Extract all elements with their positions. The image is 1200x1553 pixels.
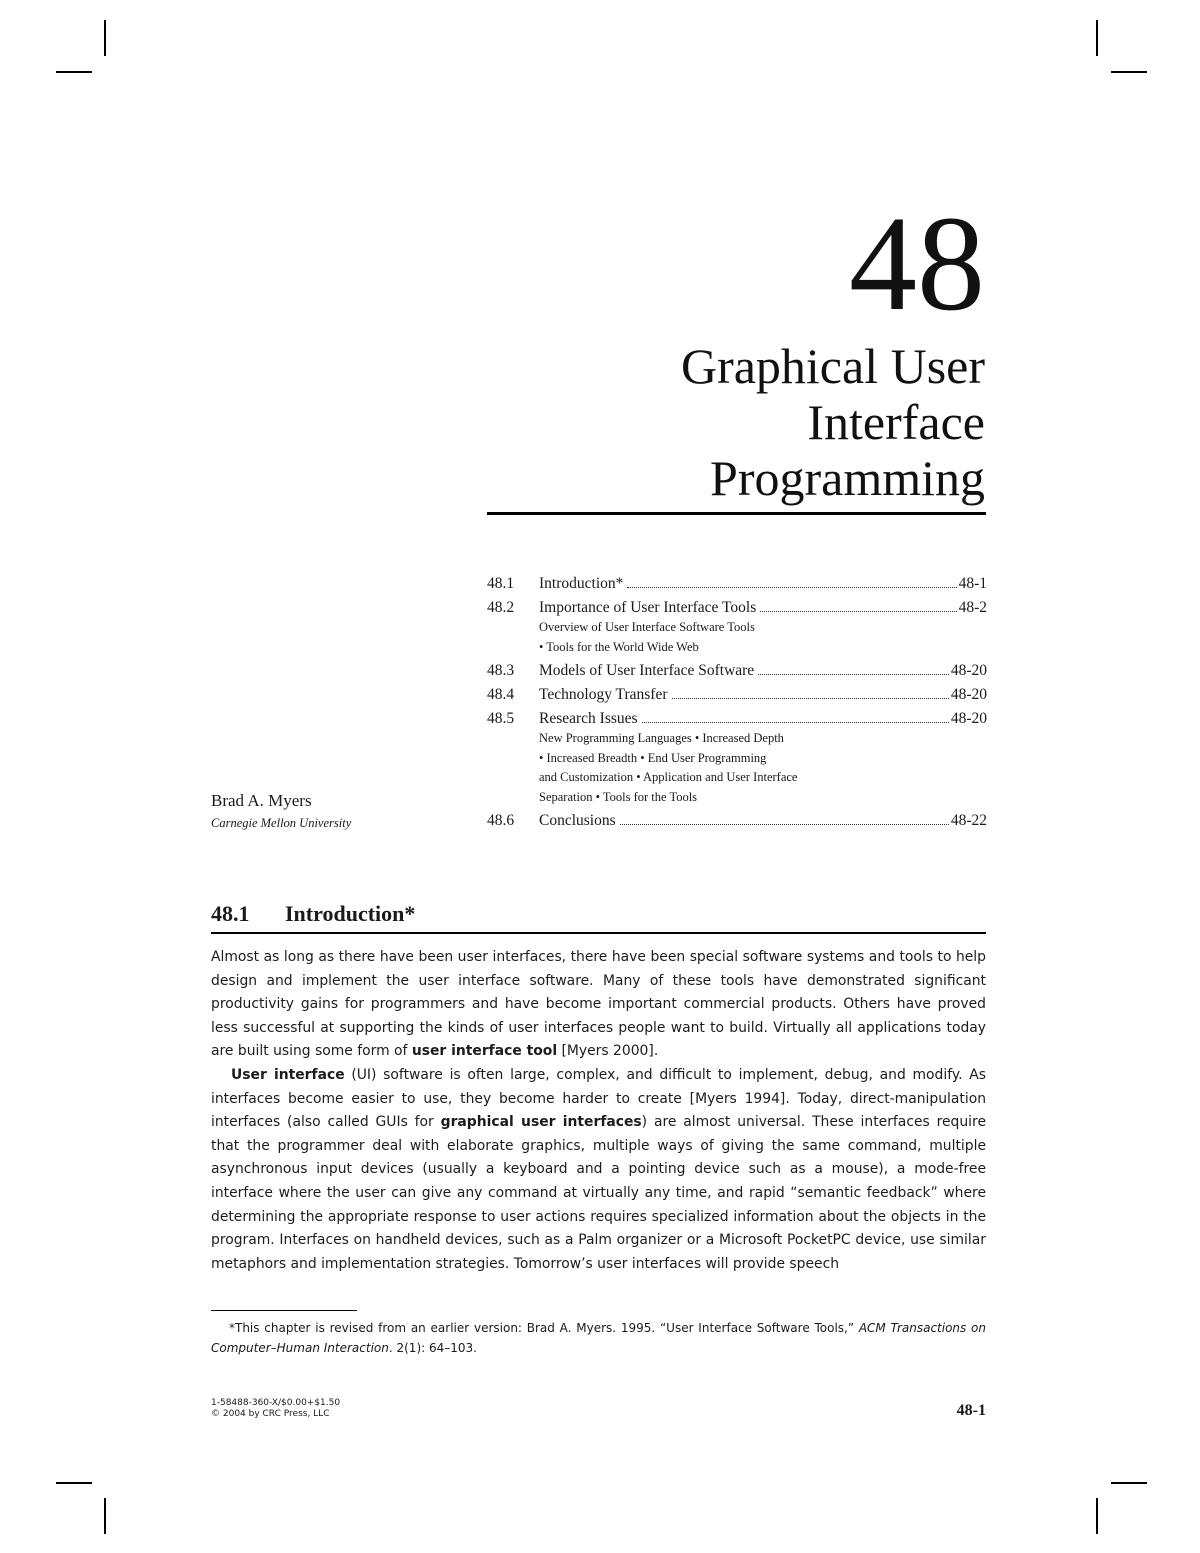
copyright: © 2004 by CRC Press, LLC — [211, 1409, 330, 1419]
table-of-contents — [487, 574, 987, 835]
author-affiliation: Carnegie Mellon University — [211, 816, 352, 830]
chapter-title — [465, 338, 985, 506]
toc-leader — [627, 587, 956, 588]
toc-page: 48-20 — [950, 710, 987, 727]
toc-leader — [758, 674, 949, 675]
toc-title: Importance of User Interface Tools — [539, 599, 757, 616]
toc-entry[interactable] — [487, 685, 987, 705]
toc-entry[interactable] — [487, 811, 987, 831]
key-term: User interface — [231, 1066, 345, 1083]
chapter-title-line: Interface — [807, 394, 985, 450]
toc-number: 48.5 — [487, 710, 515, 727]
toc-leader — [672, 698, 949, 699]
toc-subtopic: Overview of User Interface Software Tools — [539, 620, 755, 634]
toc-number: 48.4 — [487, 686, 515, 703]
author-name: Brad A. Myers — [211, 791, 312, 810]
toc-entry[interactable] — [487, 574, 987, 594]
toc-subtopics — [539, 618, 987, 657]
toc-title: Technology Transfer — [539, 686, 668, 703]
toc-number: 48.2 — [487, 599, 515, 616]
key-term: graphical user interfaces — [440, 1114, 642, 1131]
toc-subtopic: Separation • Tools for the Tools — [539, 789, 698, 804]
toc-title: Introduction* — [539, 575, 624, 592]
toc-leader — [620, 824, 949, 825]
toc-page: 48-20 — [950, 686, 987, 703]
paragraph: Almost as long as there have been user interfaces, there have been special software systems and tools to help design and implement the user interface software. Many of these tools have demonstrated significant productivity gains for programmers and have become important commercial products. Others have proved less successful at supporting the kinds of user interfaces people want to build. Virtually all applications today are built using some form of user interface tool [Myers 2000]. — [211, 949, 986, 1060]
toc-subtopic: New Programming Languages • Increased Depth — [539, 731, 784, 745]
page-number: 48-1 — [956, 1402, 986, 1419]
toc-entry[interactable] — [487, 709, 987, 807]
toc-subtopic: • Tools for the World Wide Web — [539, 639, 699, 654]
isbn: 1-58488-360-X/$0.00+$1.50 — [211, 1398, 341, 1408]
footer-copyright — [211, 1398, 340, 1420]
crop-mark — [1111, 1482, 1147, 1484]
toc-subtopic: • Increased Breadth • End User Programming — [539, 750, 767, 765]
title-rule — [487, 512, 986, 515]
toc-page: 48-22 — [950, 812, 987, 829]
section-title: Introduction* — [285, 901, 416, 926]
crop-mark — [56, 71, 92, 73]
toc-entry[interactable] — [487, 661, 987, 681]
section-heading — [211, 900, 986, 928]
paragraph: User interface (UI) software is often large, complex, and difficult to implement, debug, and modify. As interfaces become easier to use, they become harder to create [Myers 1994]. Today, direct-manipulation interfaces (also called GUIs for graphical user interfaces) are almost universal. These interfaces require that the programmer deal with elaborate graphics, multiple ways of giving the same command, multiple asynchronous input devices (usually a keyboard and a pointing device such as a mouse), a mode-free interface where the user can give any command at virtually any time, and rapid “semantic feedback” where determining the appropriate response to user actions requires specialized information about the objects in the program. Interfaces on handheld devices, such as a Palm organizer or a Microsoft PocketPC device, use similar metaphors and implementation strategies. Tomorrow’s user interfaces will provide speech — [211, 1066, 986, 1272]
toc-title: Research Issues — [539, 710, 638, 727]
toc-number: 48.3 — [487, 662, 515, 679]
author-block — [211, 790, 351, 831]
toc-subtopic: and Customization • Application and User Interface — [539, 770, 798, 784]
toc-leader — [642, 722, 949, 723]
section-rule — [211, 932, 986, 934]
crop-mark — [1096, 20, 1098, 56]
toc-number: 48.6 — [487, 812, 515, 829]
chapter-number: 48 — [849, 189, 985, 339]
toc-leader — [760, 611, 956, 612]
crop-mark — [1096, 1498, 1098, 1534]
chapter-title-line: Programming — [710, 450, 985, 506]
toc-page: 48-1 — [958, 575, 987, 592]
crop-mark — [104, 20, 106, 56]
toc-number: 48.1 — [487, 575, 515, 592]
toc-entry[interactable] — [487, 598, 987, 657]
crop-mark — [56, 1482, 92, 1484]
toc-subtopics — [539, 729, 987, 807]
chapter-title-line: Graphical User — [680, 338, 985, 394]
body-text — [211, 946, 986, 1276]
toc-title: Models of User Interface Software — [539, 662, 755, 679]
crop-mark — [104, 1498, 106, 1534]
section-number: 48.1 — [211, 901, 250, 926]
toc-page: 48-20 — [950, 662, 987, 679]
toc-title: Conclusions — [539, 812, 616, 829]
crop-mark — [1111, 71, 1147, 73]
footnote-rule — [211, 1310, 357, 1311]
footnote: *This chapter is revised from an earlier version: Brad A. Myers. 1995. “User Interface Software Tools,” ACM Transactions on Computer–Human Interaction. 2(1): 64–103. — [211, 1321, 987, 1355]
key-term: user interface tool — [411, 1043, 558, 1060]
toc-page: 48-2 — [958, 599, 987, 616]
